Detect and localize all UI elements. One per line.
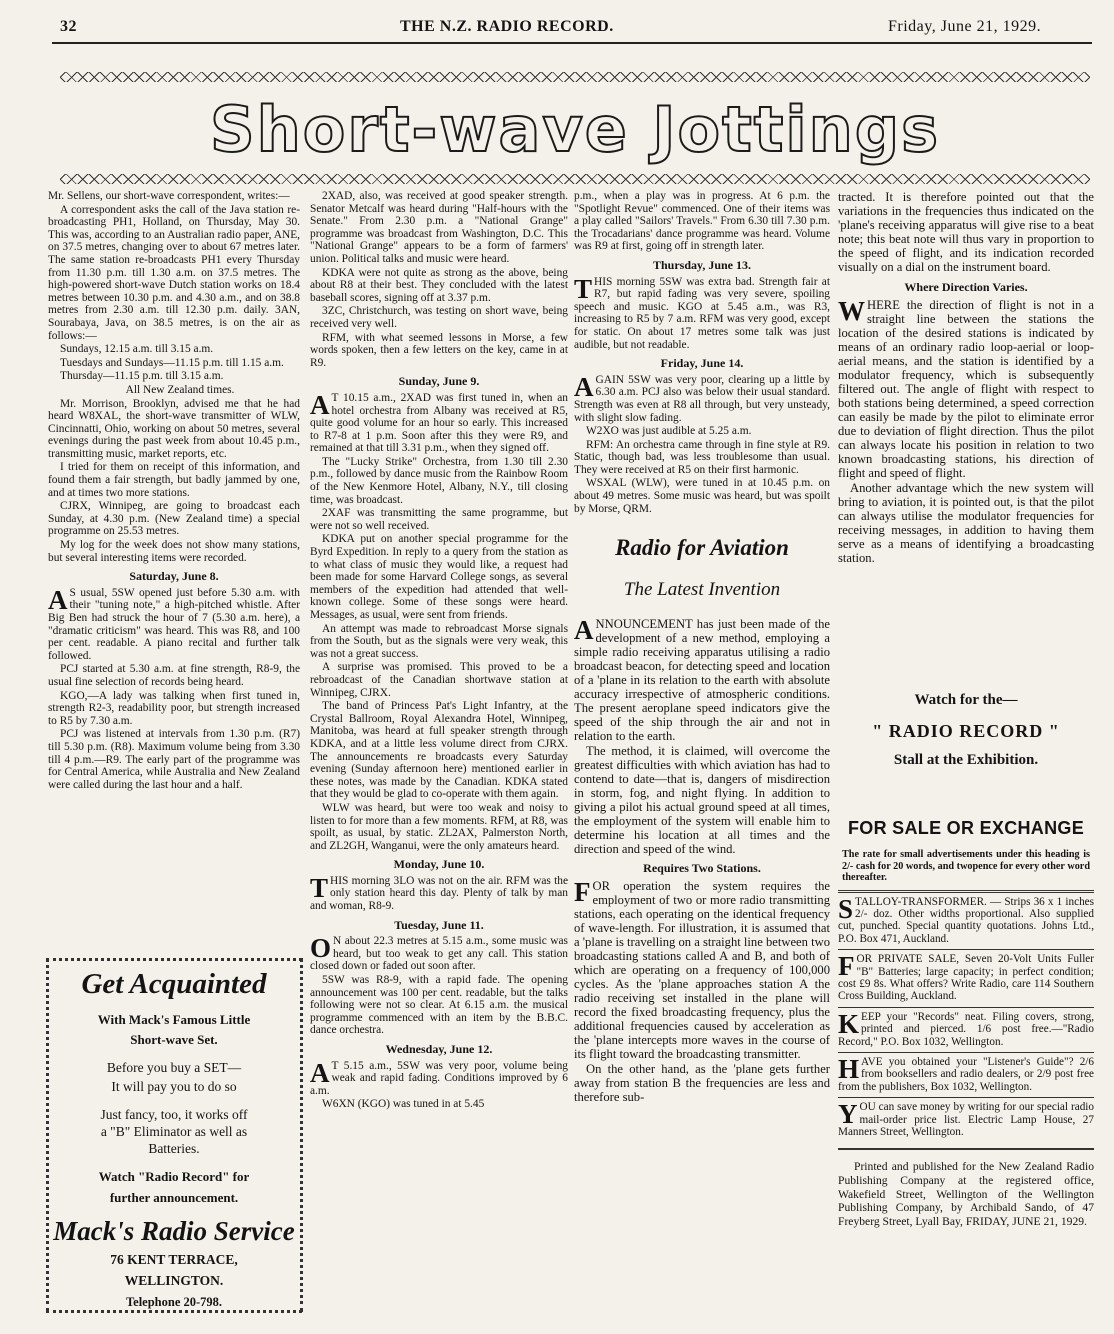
schedule-line: Thursday—11.15 p.m. till 3.15 a.m. xyxy=(60,370,224,383)
article-title: Radio for Aviation xyxy=(615,535,789,561)
banner-border-bottom xyxy=(60,174,1090,184)
paragraph: W6XN (KGO) was tuned in at 5.45 xyxy=(322,1098,485,1111)
paragraph: tracted. It is therefore pointed out that the variations in the frequencies thus indicated on the 'plane's receiving apparatus will give rise to a beat note; this beat note will thus vary in proportion to the speed of flight, and its indication recorded visually on a dial on the instrument board. xyxy=(838,190,1094,274)
ad-line: With Mack's Famous Little xyxy=(97,1012,251,1027)
paragraph: The "Lucky Strike" Orchestra, from 1.30 till 2.30 p.m., followed by dance music from the Rainbow Room of the New Kenmore Hotel, Albany, N.Y., till closing time, was broadcast. xyxy=(310,455,568,506)
section-heading: Requires Two Stations. xyxy=(643,861,761,876)
paragraph: KGO,—A lady was talking when first tuned in, strength R2-3, readability poor, but strength increased to R5 by 7.30 a.m. xyxy=(48,689,300,727)
paragraph: 5SW was R8-9, with a rapid fade. The opening announcement was 100 per cent. readable, but the talks following were not so clear. At 6.15 a.m. the musical programme commenced with an item by the B.B.C. dance orchestra. xyxy=(310,974,568,1037)
column-3 xyxy=(574,190,830,1105)
paragraph xyxy=(838,298,1094,480)
drop-cap: F xyxy=(838,951,855,982)
ad-phone: Telephone 20-798. xyxy=(125,1295,223,1309)
ad-line: Short-wave Set. xyxy=(130,1032,218,1047)
paragraph: A correspondent asks the call of the Java station re-broadcasting PH1, Holland, on Thursday, May 30. This was, according to an Australian radio paper, ANE, on 37.5 metres, changing over to about 67 metres later. The same station re-broadcasts PH1 every Thursday from 11.30 p.m. till 1.30 a.m. on 37.5 metres. The high-powered short-wave Dutch station works on 18.4 metres between 10.30 p.m. and 4.30 a.m., and on 38.8 metres from 2.30 a.m. till 12.30 p.m. daily. 3AN, Sourabaya, Java, on 38.5 metres, is on the air as follows:— xyxy=(48,203,300,342)
classifieds-title: FOR SALE OR EXCHANGE xyxy=(847,818,1085,838)
section-heading: Wednesday, June 12. xyxy=(385,1042,493,1056)
section-heading: Thursday, June 13. xyxy=(652,257,752,272)
paragraph xyxy=(574,876,830,1061)
paragraph: My log for the week does not show many stations, but several interesting items were recorded. xyxy=(48,539,300,564)
paragraph-text: OR operation the system requires the employment of two or more radio transmitting stations, each operating on the identical frequency of wave-length. For illustration, it is assumed that a 'plane is travelling on a straight line between two broadcasting stations called A and B, and both of which are operating on a frequency of 100,000 cycles. As the 'plane approaches station A the radio receiving set installed in the plane will record the fixed broadcasting frequency, plus the additional frequencies caused by acceleration as the 'plane intercepts more waves in the course of its flight toward the broadcasting transmitter. xyxy=(574,878,830,1061)
drop-cap: T xyxy=(310,872,329,903)
ad-title: Get Acquainted xyxy=(81,968,267,1000)
ad-line: Watch "Radio Record" for xyxy=(98,1169,250,1184)
paragraph xyxy=(310,935,568,973)
paragraph: On the other hand, as the 'plane gets further away from station B the frequencies are less and therefore sub- xyxy=(574,1061,830,1104)
paragraph: An attempt was made to rebroadcast Morse signals from the South, but as the signals were very weak, this was not a great success. xyxy=(310,622,568,660)
classified-ad xyxy=(838,1101,1094,1138)
column-2 xyxy=(310,190,568,1112)
classifieds-divider xyxy=(838,1097,1094,1098)
paragraph-text: T 5.15 a.m., 5SW was very poor, volume being weak and rapid fading. Conditions improved by 6 a.m. xyxy=(310,1059,568,1097)
classified-ad xyxy=(838,893,1094,946)
paragraph: Mr. Sellens, our short-wave correspondent, writes:— xyxy=(48,190,290,202)
paragraph: p.m., when a play was in progress. At 6 p.m. the "Spotlight Revue" commenced. One of their items was a play called "Sailors' Travels." From 6.30 till 7.30 p.m. the Trocadarians' dance programme was heard. Volume was R9 at first, going off in strength later. xyxy=(574,190,830,253)
schedule-line: Tuesdays and Sundays—11.15 p.m. till 1.15 a.m. xyxy=(60,356,284,369)
paragraph-text: HIS morning 3LO was not on the air. RFM was the only station heard this day. Plenty of talk by man and woman, R8-9. xyxy=(310,874,568,913)
paragraph: 3ZC, Christchurch, was testing on short wave, being received very well. xyxy=(310,305,568,330)
ad-line: It will pay you to do so xyxy=(111,1079,237,1094)
paragraph-text: GAIN 5SW was very poor, clearing up a little by 6.30 a.m. PCJ also was below their usual standard. Strength was even at R8 all through, but very unsteady, with slight slow fading. xyxy=(574,373,830,424)
paragraph: A surprise was promised. This proved to be a rebroadcast of the Canadian shortwave station at Winnipeg, CJRX. xyxy=(310,661,568,699)
paragraph-text: N about 22.3 metres at 5.15 a.m., some music was heard, but too weak to get any call. This station closed down or faded out soon after. xyxy=(310,935,568,973)
ad-line: Batteries. xyxy=(148,1141,200,1156)
paragraph: W2XO was just audible at 5.25 a.m. xyxy=(586,425,752,438)
macks-ad xyxy=(52,966,296,1310)
drop-cap: A xyxy=(574,371,594,402)
imprint-divider xyxy=(838,1148,1094,1150)
ad-border-top xyxy=(46,958,302,961)
drop-cap: S xyxy=(838,893,854,924)
section-heading: Saturday, June 8. xyxy=(129,569,219,584)
ad-border-bottom xyxy=(46,1310,302,1313)
ad-border-right xyxy=(300,958,303,1312)
ad-address: WELLINGTON. xyxy=(124,1273,224,1288)
classified-ad xyxy=(838,1053,1094,1093)
paragraph: KDKA put on another special programme for the Byrd Expedition. In reply to a query from the station as to what class of music they would like, a request had been made for some Harvard College songs, as several members of the expedition had attended that well-known college. Some of these songs were heard. Messages, as usual, were sent from friends. xyxy=(310,533,568,621)
classifieds-divider xyxy=(838,1052,1094,1053)
classifieds-divider xyxy=(838,890,1094,893)
paragraph-text: HERE the direction of flight is not in a straight line between the stations the location of the desired stations is indicated by means of an ordinary radio loop-aerial or loop-aerial means, and the station is identified by a modulator frequency, which is subsequently filtered out. The angle of flight with respect to both stations being determined, a speed correction can easily be made by the pilot to eliminate error due to deviation of flight direction. Thus the pilot can always locate his position in relation to two known broadcasting stations, his direction of flight and speed of flight. xyxy=(838,298,1094,480)
paragraph-text: S usual, 5SW opened just before 5.30 a.m. with their "tuning note," a high-pitched whistle. After Big Ben had struck the hour of 7 (5.30 a.m. here), a "dramatic criticism" was heard. This was R8, and 100 per cent. readable. A piano recital and further talk followed. xyxy=(48,586,300,662)
paragraph: PCJ was listened at intervals from 1.30 p.m. (R7) till 5.30 p.m. (R8). Maximum volume being from 3.30 till 4 p.m.—R9. The early part of the programme was for Central America, while Australia and New Zealand were called during the last hour and a half. xyxy=(48,728,300,791)
schedule-note: All New Zealand times. xyxy=(125,383,235,396)
paragraph: The method, it is claimed, will overcome the greatest difficulties with which aviation has had to contend to date—that is, dangers of misdirection in storm, fog, and night flying. In addition to giving a pilot his actual ground speed at all times, the employment of the system will enable him to determine his location at all times and the direction and speed of the wind. xyxy=(574,744,830,857)
paragraph: 2XAF was transmitting the same programme, but were not so well received. xyxy=(310,507,568,532)
paragraph: KDKA were not quite as strong as the above, being about R8 at their best. They concluded with the latest baseball scores, signing off at 3.37 p.m. xyxy=(310,266,568,304)
classified-ad-text: OR PRIVATE SALE, Seven 20-Volt Units Fuller "B" Batteries; large capacity; in perfect condition; cost £9 8s. What offers? Write Radio, care 114 Southern Cross Building, Auckland. xyxy=(838,953,1094,1003)
drop-cap: Y xyxy=(838,1099,858,1130)
section-heading: Sunday, June 9. xyxy=(398,374,480,389)
paragraph: Another advantage which the new system will bring to aviation, it is pointed out, is that the pilot can always utilise the modulator frequencies for receiving messages, in addition to having them serve as a means of identifying a broadcasting station. xyxy=(838,481,1094,565)
paragraph: CJRX, Winnipeg, are going to broadcast each Sunday, at 4.30 p.m. (New Zealand time) a special programme on 25.53 metres. xyxy=(48,500,300,538)
drop-cap: A xyxy=(574,615,594,646)
paragraph-text: HIS morning 5SW was extra bad. Strength fair at R7, but rapid fading was very severe, spoiling speech and music. KGO at 5.45 a.m., was R3, increasing to R5 by 7 a.m. RFM was very good, except for static. On about 17 metres some talk was just audible, but not readable. xyxy=(574,275,830,351)
classifieds-divider xyxy=(838,1007,1094,1008)
paragraph xyxy=(574,371,830,424)
classified-ad-text: EEP your "Records" neat. Filing covers, strong, printed and pierced. 1/6 post free.—"Radio Record," P.O. Box 1032, Wellington. xyxy=(838,1010,1094,1048)
drop-cap: F xyxy=(574,876,591,907)
paragraph xyxy=(310,1057,568,1098)
ad-address: 76 KENT TERRACE, xyxy=(110,1252,238,1267)
issue-date: Friday, June 21, 1929. xyxy=(888,18,1042,35)
classified-ad xyxy=(838,953,1094,1003)
classified-ad-text: TALLOY-TRANSFORMER. — Strips 36 x 1 inches 2/- doz. Other widths proportional. Also supplied cut, punched. Special quantity quotations. Johns Ltd., P.O. Box 471, Auckland. xyxy=(838,895,1094,945)
section-heading: Monday, June 10. xyxy=(393,857,485,872)
classified-ad-text: AVE you obtained your "Listener's Guide"? 2/6 from booksellers and radio dealers, or 2/9 post free from the publishers, Box 1032, Wellington. xyxy=(838,1055,1094,1093)
publication-title: THE N.Z. RADIO RECORD. xyxy=(400,18,614,35)
paragraph xyxy=(574,273,830,352)
section-heading: Friday, June 14. xyxy=(660,356,744,371)
paragraph xyxy=(310,389,568,455)
paragraph: RFM: An orchestra came through in fine style at R9. Static, though bad, was less troublesome than usual. They were received at R5 on their first harmonic. xyxy=(574,438,830,476)
paragraph: Mr. Morrison, Brooklyn, advised me that he had heard W8XAL, the short-wave transmitter of WLW, Cincinnatti, Ohio, working on about 50 metres, several evenings during the past week from about 10.45 p.m., transmitting music, market reports, etc. xyxy=(48,397,300,460)
ad-brand: Mack's Radio Service xyxy=(53,1216,295,1246)
drop-cap: K xyxy=(838,1008,860,1039)
stall-notice xyxy=(838,692,1094,769)
classifieds-rates: The rate for small advertisements under this heading is 2/- cash for 20 words, and twopence for every other word thereafter. xyxy=(842,849,1090,883)
paragraph xyxy=(310,872,568,913)
ad-line: Before you buy a SET— xyxy=(106,1060,242,1075)
classified-ad xyxy=(838,1008,1094,1048)
drop-cap: A xyxy=(310,1057,330,1088)
banner-border-top xyxy=(60,72,1090,82)
imprint: Printed and published for the New Zealand Radio Publishing Company at the registered office, Wakefield Street, Wellington of the Wellington Publishing Company, by Archibald Sando, of 47 Freyberg Street, Lyall Bay, FRIDAY, JUNE 21, 1929. xyxy=(838,1160,1094,1228)
section-heading: Where Direction Varies. xyxy=(904,280,1028,294)
schedule-line: Sundays, 12.15 a.m. till 3.15 a.m. xyxy=(60,343,214,356)
classifieds xyxy=(838,818,1094,1228)
article-subtitle: The Latest Invention xyxy=(623,579,781,601)
stall-line: Watch for the— xyxy=(914,692,1018,708)
column-1 xyxy=(48,190,300,792)
paragraph: WSXAL (WLW), were tuned in at 10.45 p.m. on about 49 metres. Some music was heard, but was spoilt by Morse, QRM. xyxy=(574,477,830,515)
paragraph: 2XAD, also, was received at good speaker strength. Senator Metcalf was heard during "Half-hours with the Senate." From 2.30 p.m. a "National Grange" programme was broadcast from Washington, D.C. This "National Grange" appears to be a form of farmers' union. Political talks and music were heard. xyxy=(310,190,568,265)
ad-line: further announcement. xyxy=(109,1190,239,1205)
column-4 xyxy=(838,190,1094,566)
drop-cap: W xyxy=(838,296,865,326)
banner-title: Short-wave Jottings xyxy=(209,93,941,166)
ad-line: Just fancy, too, it works off xyxy=(100,1107,248,1122)
paragraph xyxy=(48,584,300,663)
paragraph-text: NNOUNCEMENT has just been made of the development of a new method, employing a simple radio receiving apparatus utilising a radio broadcast beacon, for detecting speed and location of a 'plane in its relation to the earth with absolute accuracy irrespective of atmospheric conditions. The present aeroplane speed indicators give the speed of the ship through the air and not in relation to the earth. xyxy=(574,617,830,744)
paragraph-text: T 10.15 a.m., 2XAD was first tuned in, when an hotel orchestra from Albany was received at R5, quite good volume for an hour so early. This increased to R7-8 at 1 p.m. Soon after this they were R9, and remained at that till 3.31 p.m., when they signed off. xyxy=(310,391,568,455)
drop-cap: T xyxy=(574,273,593,304)
section-heading: Tuesday, June 11. xyxy=(394,917,484,932)
ad-line: a "B" Eliminator as well as xyxy=(100,1124,248,1139)
stall-line: Stall at the Exhibition. xyxy=(893,752,1039,768)
stall-line: " RADIO RECORD " xyxy=(872,721,1060,741)
drop-cap: A xyxy=(310,389,330,420)
paragraph: PCJ started at 5.30 a.m. at fine strength, R8-9, the usual fine selection of records being heard. xyxy=(48,663,300,688)
paragraph: RFM, with what seemed lessons in Morse, a few words spoken, then a few letters on the key, came in at R9. xyxy=(310,331,568,369)
drop-cap: H xyxy=(838,1053,860,1084)
drop-cap: O xyxy=(310,933,332,964)
page-number: 32 xyxy=(60,18,77,35)
header-rule xyxy=(52,42,1092,44)
paragraph: I tried for them on receipt of this information, and found them a fair strength, but badly jammed by one, and at times two more stations. xyxy=(48,461,300,499)
ad-border-left xyxy=(46,958,49,1312)
paragraph xyxy=(574,617,830,743)
paragraph: The band of Princess Pat's Light Infantry, at the Crystal Ballroom, Royal Alexandra Hotel, Winnipeg, Manitoba, was heard at full speaker strength through KDKA, and at a little less volume direct from CJRX. The announcements re broadcasts every Saturday evening (Sunday afternoon here) mentioned earlier in these notes, was made by the Canadian. KDKA stated that they would be glad to co-operate with them again. xyxy=(310,700,568,801)
paragraph: WLW was heard, but were too weak and noisy to listen to for more than a few moments. RFM, at R8, was spoilt, as usual, by static. ZL2AX, Palmerston North, and ZL2GH, Wanganui, were the only amateurs heard. xyxy=(310,801,568,852)
classified-ad-text: OU can save money by writing for our special radio mail-order price list. Electric Lamp House, 27 Manners Street, Wellington. xyxy=(838,1101,1094,1138)
classifieds-divider xyxy=(838,949,1094,950)
drop-cap: A xyxy=(48,584,68,615)
